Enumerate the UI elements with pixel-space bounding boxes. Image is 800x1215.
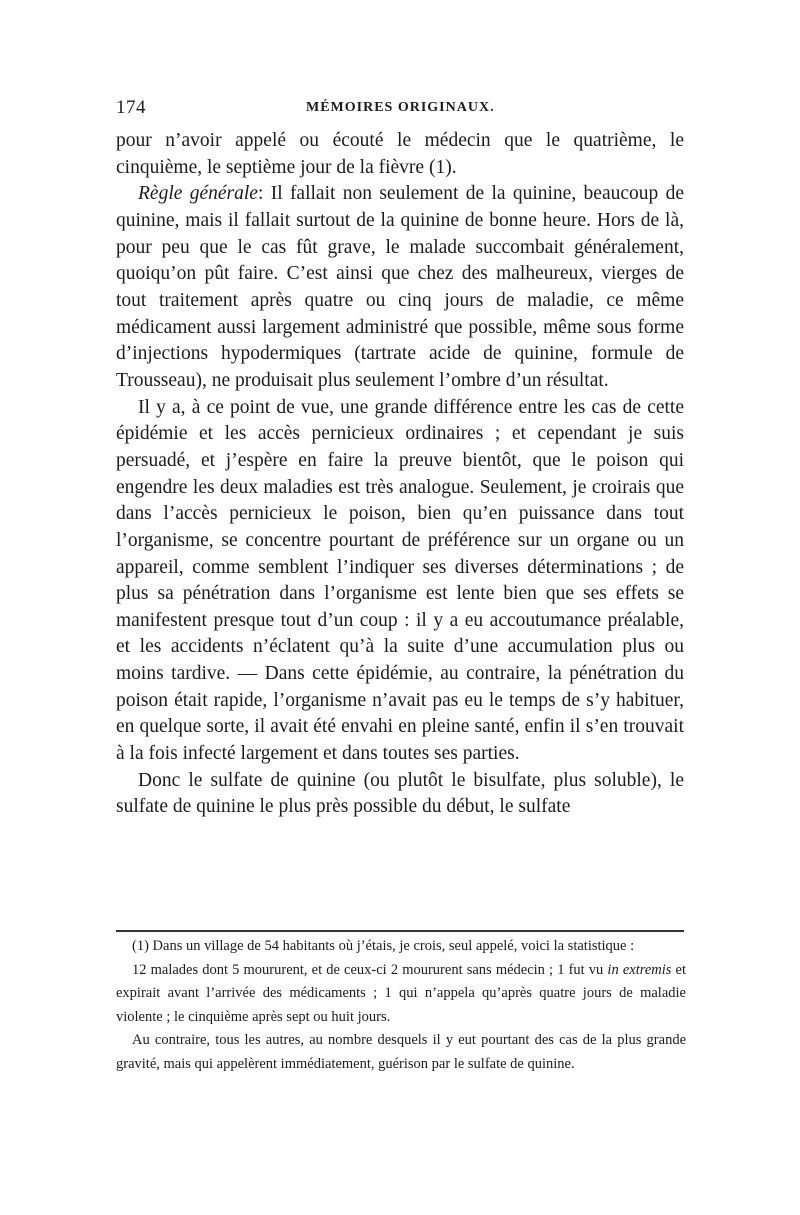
footnote-2-italic: in extremis	[607, 961, 672, 978]
rule-heading: Règle générale	[138, 183, 258, 205]
page-header	[116, 97, 682, 123]
footnotes	[116, 935, 686, 1077]
paragraph-3: Il y a, à ce point de vue, une grande différence entre les cas de cette épidémie et les accès pernicieux ordinaires ; et cependant je suis persuadé, et j’espère en faire la preuve bientôt, que le poison qui engendre les deux maladies est très analogue. Seulement, je croirais que dans l’accès pernicieux le poison, bien qu’en puissance dans tout l’organisme, se concentre pourtant de préférence sur un organe ou un appareil, comme semblent l’indiquer ses diverses déterminations ; de plus sa pénétration dans l’organisme est lente bien que ses effets se manifestent presque tout d’un coup : il y a eu accoutumance préalable, et les accidents n’éclatent qu’à la suite d’une accumulation plus ou moins tardive. — Dans cette épidémie, au contraire, la pénétration du poison était rapide, l’organisme n’avait pas eu le temps de s’y habituer, en quelque sorte, il avait été envahi en pleine santé, enfin il s’en trouvait à la fois infecté largement et dans toutes ses parties.	[116, 396, 684, 765]
paragraph-4: Donc le sulfate de quinine (ou plutôt le bisulfate, plus soluble), le sulfate de quinine le plus près possible du début, le sulfate	[116, 769, 684, 818]
paragraph-2-text: : Il fallait non seulement de la quinine, beaucoup de quinine, mais il fallait surtout de la quinine de bonne heure. Hors de là, pour peu que le cas fût grave, le malade succombait généralement, quoiqu’on pût faire. C’est ainsi que chez des malheureux, vierges de tout traitement après quatre ou cinq jours de maladie, ce même médicament aussi largement administré que possible, même sous forme d’injections hypodermiques (tartrate acide de quinine, formule de Trousseau), ne produisait plus seulement l’ombre d’un résultat.	[116, 183, 684, 391]
footnote-3: Au contraire, tous les autres, au nombre desquels il y eut pourtant des cas de la plus grande gravité, mais qui appelèrent immédiatement, guérison par le sulfate de quinine.	[116, 1032, 686, 1072]
footnote-divider	[116, 930, 684, 932]
footnote-2-end: et expirait avant l’arrivée des médicaments ; 1 qui n’appela qu’après quatre jours de maladie violente ; le cinquième après sept ou huit jours.	[116, 961, 686, 1025]
footnote-1: (1) Dans un village de 54 habitants où j’étais, je crois, seul appelé, voici la statistique :	[132, 938, 635, 954]
page-number: 174	[116, 97, 146, 118]
footnote-2	[116, 959, 686, 1030]
footnote-2-start: 12 malades dont 5 moururent, et de ceux-ci 2 moururent sans médecin ; 1 fut vu	[132, 961, 604, 978]
paragraph-2	[116, 181, 684, 394]
body-text	[116, 128, 684, 821]
running-head: MÉMOIRES ORIGINAUX.	[306, 100, 495, 115]
paragraph-1: pour n’avoir appelé ou écouté le médecin que le quatrième, le cinquième, le septième jour de la fièvre (1).	[116, 130, 684, 178]
